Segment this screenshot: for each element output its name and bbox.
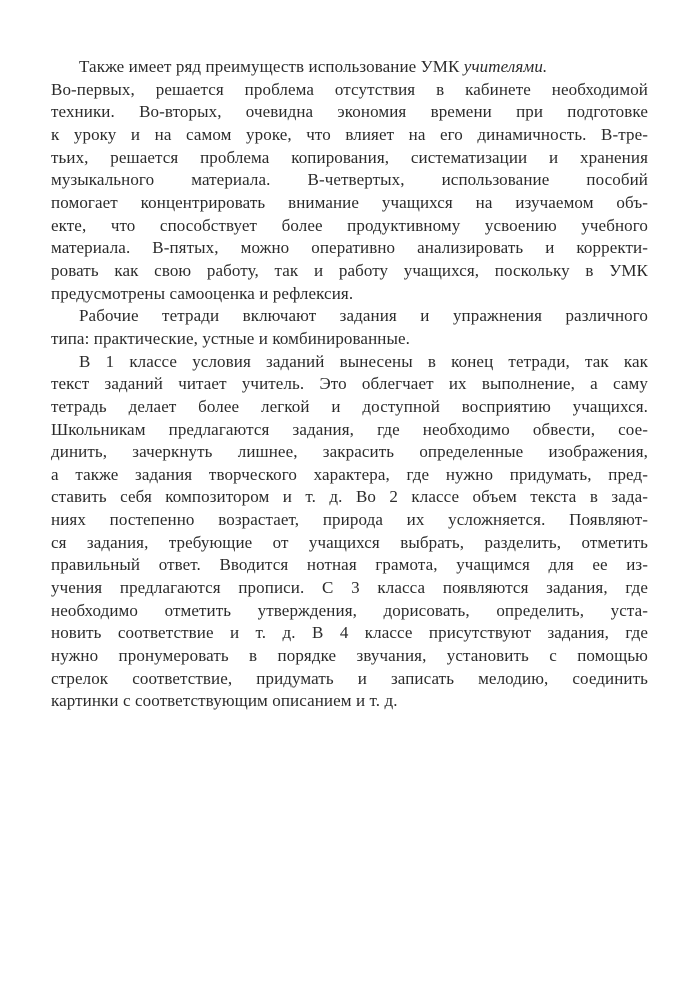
text-segment: тьих, решается проблема копирования, систематизации и хранения [51,147,648,167]
paragraph [51,305,648,350]
text-line [51,396,648,419]
text-line [51,260,648,283]
text-line [51,622,648,645]
text-line [51,577,648,600]
text-segment: ровать как свою работу, так и работу учащихся, поскольку в УМК [51,260,648,280]
text-line [51,328,648,351]
text-line [51,351,648,374]
text-segment: ставить себя композитором и т. д. Во 2 классе объем текста в зада- [51,487,648,507]
text-segment: В 1 классе условия заданий вынесены в конец тетради, так как [79,351,648,371]
text-segment: необходимо отметить утверждения, дорисовать, определить, уста- [51,600,648,620]
text-line [51,56,648,79]
text-segment: учения предлагаются прописи. С 3 класса появляются задания, где [51,578,648,598]
italic-text: учителями. [463,57,548,76]
text-segment: новить соответствие и т. д. В 4 классе присутствуют задания, где [51,623,648,643]
text-segment: екте, что способствует более продуктивному усвоению учебного [51,215,648,235]
text-segment: ся задания, требующие от учащихся выбрать, разделить, отметить [51,532,648,552]
text-line [51,645,648,668]
text-segment: музыкального материала. В-четвертых, использование пособий [51,170,648,190]
paragraph [51,56,648,305]
text-line [51,441,648,464]
text-segment: типа: практические, устные и комбинированные. [51,328,410,348]
text-line [51,690,648,713]
text-line [51,509,648,532]
text-segment: помогает концентрировать внимание учащихся на изучаемом объ- [51,192,648,212]
text-line [51,237,648,260]
text-segment: стрелок соответствие, придумать и записать мелодию, соединить [51,668,648,688]
text-segment: правильный ответ. Вводится нотная грамота, учащимся для ее из- [51,555,648,575]
text-line [51,554,648,577]
text-segment: а также задания творческого характера, где нужно придумать, пред- [51,464,648,484]
text-segment: Рабочие тетради включают задания и упражнения различного [79,306,648,326]
text-line [51,419,648,442]
text-line [51,600,648,623]
text-line [51,283,648,306]
text-segment: Также имеет ряд преимуществ использование УМК [79,57,464,76]
text-segment: к уроку и на самом уроке, что влияет на его динамичность. В-тре- [51,124,648,144]
text-line [51,464,648,487]
text-line [51,668,648,691]
text-line [51,169,648,192]
text-segment: нужно пронумеровать в порядке звучания, установить с помощью [51,646,648,666]
text-segment: ниях постепенно возрастает, природа их усложняется. Появляют- [51,510,648,530]
text-line [51,124,648,147]
text-line [51,79,648,102]
text-line [51,192,648,215]
text-segment: предусмотрены самооценка и рефлексия. [51,283,354,303]
text-line [51,486,648,509]
text-line [51,305,648,328]
text-line [51,147,648,170]
text-segment: динить, зачеркнуть лишнее, закрасить определенные изображения, [51,442,648,462]
text-segment: Во-первых, решается проблема отсутствия в кабинете необходимой [51,79,648,99]
text-line [51,101,648,124]
text-line [51,215,648,238]
text-line [51,532,648,555]
text-line [51,373,648,396]
text-segment: текст заданий читает учитель. Это облегчает их выполнение, а саму [51,374,648,394]
paragraph [51,351,648,714]
text-segment: картинки с соответствующим описанием и т. д. [51,691,398,711]
text-segment: материала. В-пятых, можно оперативно анализировать и корректи- [51,238,648,258]
text-segment: техники. Во-вторых, очевидна экономия времени при подготовке [51,102,648,122]
text-segment: тетрадь делает более легкой и доступной восприятию учащихся. [51,396,648,416]
text-segment: Школьникам предлагаются задания, где необходимо обвести, сое- [51,419,648,439]
page-text [51,56,648,713]
